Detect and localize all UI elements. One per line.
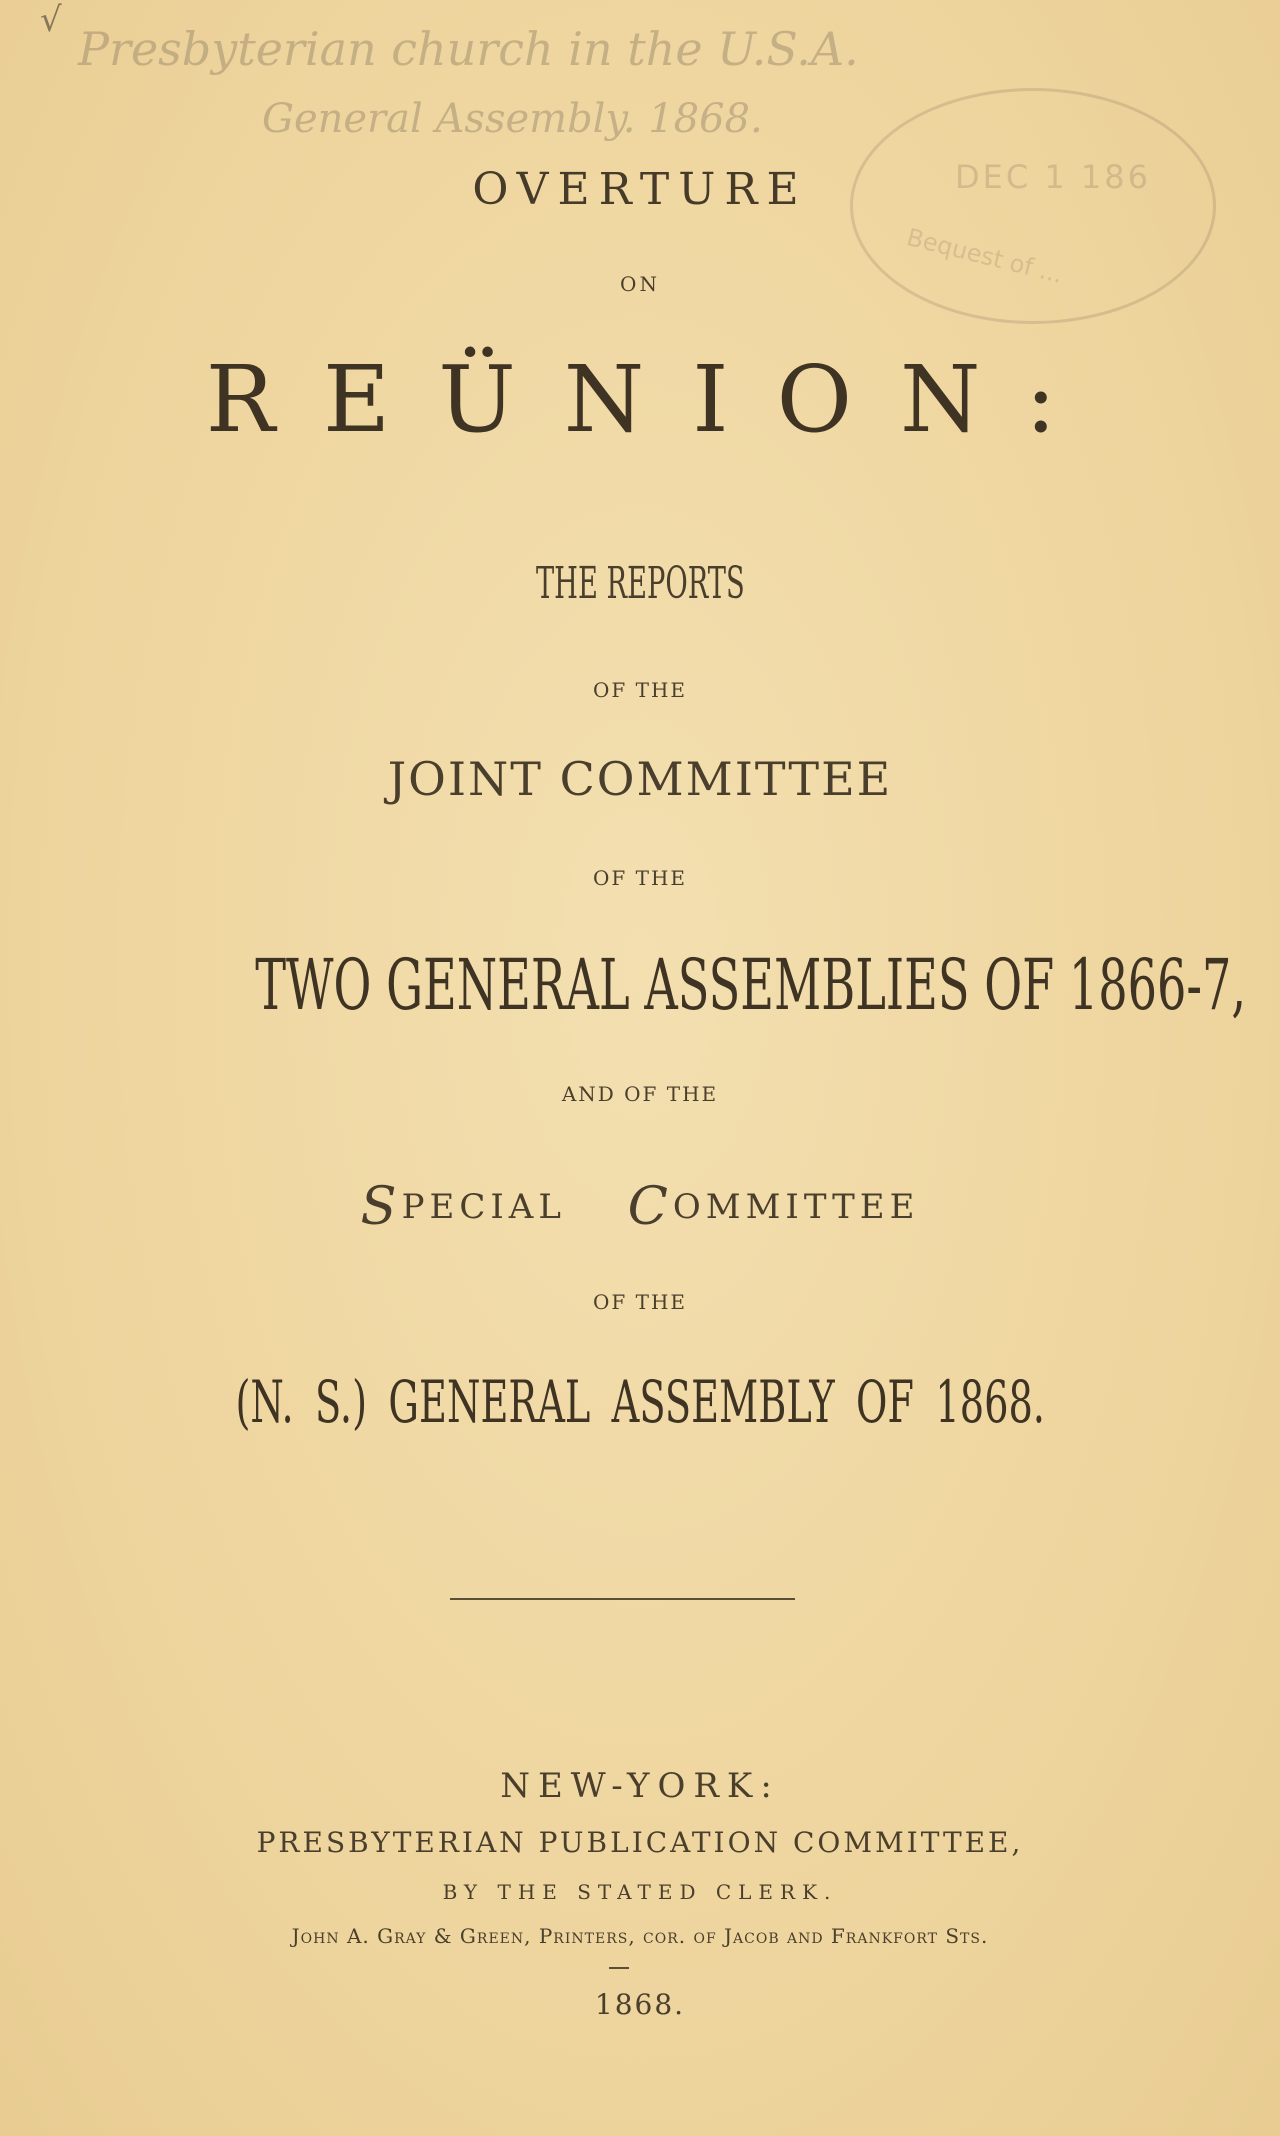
and-of-the-label: AND OF THE xyxy=(561,1082,719,1106)
divider-rule xyxy=(450,1598,795,1600)
two-assemblies-heading: TWO GENERAL ASSEMBLIES OF 1866-7, xyxy=(255,944,1247,1026)
joint-committee-heading: JOINT COMMITTEE xyxy=(387,752,893,806)
of-the-label-2: OF THE xyxy=(592,866,687,890)
ns-assembly-heading: (N. S.) GENERAL ASSEMBLY OF 1868. xyxy=(235,1368,1045,1436)
imprint-dash xyxy=(609,1967,629,1969)
stamp-text: Bequest of ... xyxy=(903,223,1066,289)
overture-heading: OVERTURE xyxy=(472,164,808,215)
handwritten-catalog-note: Presbyterian church in the U.S.A. xyxy=(78,22,859,76)
stamp-date: DEC 1 186 xyxy=(955,158,1151,196)
imprint-year: 1868. xyxy=(594,1988,686,2021)
reunion-title: REÜNION: xyxy=(205,346,1105,453)
of-the-label-1: OF THE xyxy=(592,678,687,702)
the-reports-heading: THE REPORTS xyxy=(535,558,745,609)
of-the-label-3: OF THE xyxy=(592,1290,687,1314)
imprint-clerk: BY THE STATED CLERK. xyxy=(442,1880,838,1904)
special-committee-heading: SPECIAL COMMITTEE xyxy=(360,1176,920,1237)
handwritten-catalog-note-2: General Assembly. 1868. xyxy=(262,96,763,142)
imprint-publisher: PRESBYTERIAN PUBLICATION COMMITTEE, xyxy=(256,1826,1024,1859)
imprint-city: NEW-YORK: xyxy=(500,1766,780,1806)
imprint-printers: John A. Gray & Green, Printers, cor. of Jacob and Frankfort Sts. xyxy=(291,1924,989,1948)
check-mark: √ xyxy=(40,0,62,40)
on-label: ON xyxy=(620,272,660,296)
